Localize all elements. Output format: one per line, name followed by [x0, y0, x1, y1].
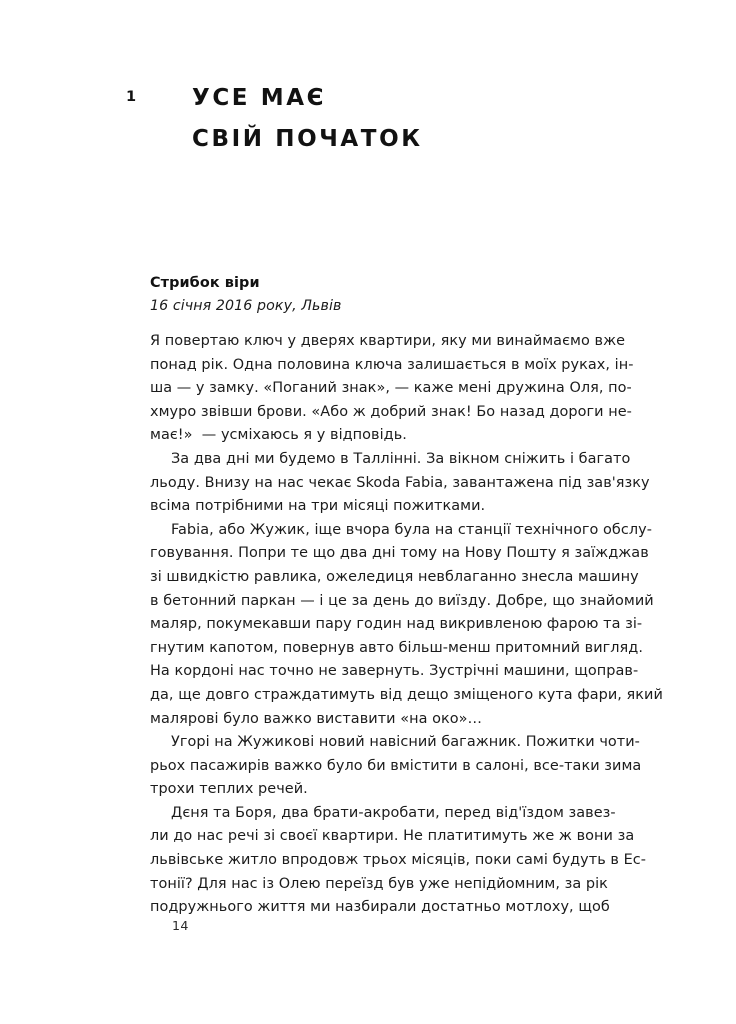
paragraph — [150, 731, 642, 802]
chapter-title — [192, 78, 612, 160]
text-line: тонії? Для нас із Олею переїзд був уже непідйомним, за рік — [150, 875, 608, 892]
text-line: говування. Попри те що два дні тому на Нову Пошту я заїжджав — [150, 545, 649, 562]
text-line: За два дні ми будемо в Таллінні. За вікном сніжить і багато — [171, 450, 631, 467]
text-line: Угорі на Жужикові новий навісний багажник. Пожитки чоти- — [171, 734, 640, 751]
text-line: подружнього життя ми назбирали достатньо мотлоху, щоб — [150, 899, 610, 916]
chapter-number: 1 — [126, 89, 137, 105]
text-line: хмуро звівши брови. «Або ж добрий знак! Бо назад дороги не- — [150, 403, 632, 420]
paragraph — [150, 448, 650, 519]
paragraph — [150, 802, 647, 920]
text-line: трохи теплих речей. — [150, 781, 308, 798]
text-line: На кордоні нас точно не завернуть. Зустрічні машини, щоправ- — [150, 663, 639, 680]
text-line: рьох пасажирів важко було би вмістити в салоні, все-таки зима — [150, 757, 642, 774]
text-line: ли до нас речі зі своєї квартири. Не платитимуть же ж вони за — [150, 828, 635, 845]
text-line: зі швидкістю равлика, ожеледиця невблаганно знесла машину — [150, 568, 639, 585]
text-line: має!» — усміхаюсь я у відповідь. — [150, 427, 407, 444]
text-line: гнутим капотом, повернув авто більш-менш притомний вигляд. — [150, 639, 643, 656]
section-heading — [150, 272, 594, 318]
text-line: в бетонний паркан — і це за день до виїзду. Добре, що знайомий — [150, 592, 654, 609]
text-line: всіма потрібними на три місяці пожитками. — [150, 498, 486, 515]
section-title: Стрибок віри — [150, 275, 260, 291]
page-number: 14 — [172, 918, 189, 933]
text-line: малярові було важко виставити «на око»… — [150, 710, 483, 727]
section-date: 16 січня 2016 року, Львів — [150, 298, 342, 314]
chapter-title-line: СВІЙ ПОЧАТОК — [192, 126, 423, 152]
text-line: льоду. Внизу на нас чекає Skoda Fabia, завантажена під зав'язку — [150, 474, 650, 491]
paragraph — [150, 330, 634, 448]
text-line: Я повертаю ключ у дверях квартири, яку ми винаймаємо вже — [150, 333, 626, 349]
body-text — [150, 330, 663, 920]
text-line: понад рік. Одна половина ключа залишається в моїх руках, ін- — [150, 356, 634, 373]
paragraph — [150, 519, 663, 731]
text-line: ша — у замку. «Поганий знак», — каже мені дружина Оля, по- — [150, 380, 632, 397]
text-line: Fabia, або Жужик, іще вчора була на станції технічного обслу- — [171, 521, 653, 538]
text-line: маляр, покумекавши пару годин над викривленою фарою та зі- — [150, 616, 643, 633]
text-line: Дєня та Боря, два брати-акробати, перед від'їздом завез- — [171, 804, 616, 821]
chapter-title-line: УСЕ МАЄ — [192, 85, 327, 111]
text-line: да, ще довго страждатимуть від дещо зміщеного кута фари, який — [150, 686, 663, 703]
text-line: львівське житло впродовж трьох місяців, поки самі будуть в Ес- — [150, 852, 647, 869]
